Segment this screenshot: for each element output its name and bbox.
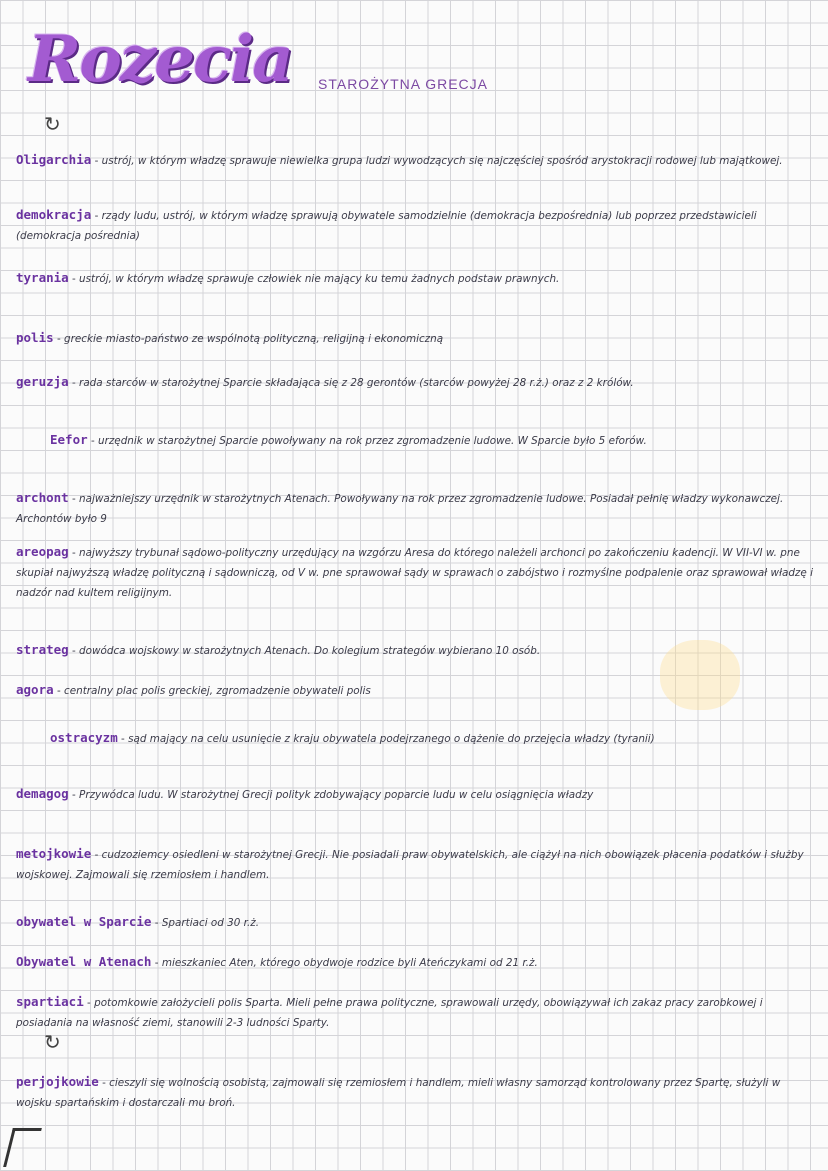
definition-text: greckie miasto-państwo ze wspólnotą polityczną, religijną i ekonomiczną xyxy=(64,333,444,345)
arrow-mark-icon: ↻ xyxy=(44,1030,61,1054)
definition-entry: perjojkowie - cieszyli się wolnością osobistą, zajmowali się rzemiosłem i handlem, mieli własny samorząd kontrolowany przez Spartę, służyli w wojsku spartańskim i dostarczali mu broń. xyxy=(16,1074,781,1109)
page-title: Rozecia xyxy=(28,22,292,97)
definition-entry: areopag - najwyższy trybunał sądowo-polityczny urzędujący na wzgórzu Aresa do którego należeli archonci po zakończeniu kadencji. W VII-VI w. pne skupiał najwyższą władzę polityczną i sądowniczą, od V w. pne sprawował sądy w sprawach o zabójstwo i rozmyślne podpalenie oraz sprawował władzę i nadzór nad kultem religijnym. xyxy=(16,544,813,599)
definition-term: Obywatel w Atenach xyxy=(16,954,152,969)
definition-entry: polis - greckie miasto-państwo ze wspólnotą polityczną, religijną i ekonomiczną xyxy=(16,330,444,345)
definition-text: rada starców w starożytnej Sparcie składająca się z 28 gerontów (starców powyżej 28 r.ż.) oraz z 2 królów. xyxy=(79,377,634,389)
definition-text: Przywódca ludu. W starożytnej Grecji polityk zdobywający poparcie ludu w celu osiągnięcia władzy xyxy=(79,789,594,801)
definition-text: cieszyli się wolnością osobistą, zajmowali się rzemiosłem i handlem, mieli własny samorząd kontrolowany przez Spartę, służyli w wojsku spartańskim i dostarczali mu broń. xyxy=(16,1077,781,1109)
definition-term: metojkowie xyxy=(16,846,92,861)
definition-entry: ostracyzm - sąd mający na celu usunięcie z kraju obywatela podejrzanego o dążenie do przejęcia władzy (tyranii) xyxy=(50,730,655,745)
definition-entry: tyrania - ustrój, w którym władzę sprawuje człowiek nie mający ku temu żadnych podstaw prawnych. xyxy=(16,270,560,285)
definition-text: sąd mający na celu usunięcie z kraju obywatela podejrzanego o dążenie do przejęcia władzy (tyranii) xyxy=(128,733,655,745)
definition-term: areopag xyxy=(16,544,69,559)
page-subtitle: STAROŻYTNA GRECJA xyxy=(318,76,488,92)
definition-text: ustrój, w którym władzę sprawuje człowiek nie mający ku temu żadnych podstaw prawnych. xyxy=(79,273,560,285)
definition-text: najważniejszy urzędnik w starożytnych Atenach. Powoływany na rok przez zgromadzenie ludowe. Posiadał pełnię władzy wykonawczej. Archontów było 9 xyxy=(16,493,784,525)
definition-entry: archont - najważniejszy urzędnik w starożytnych Atenach. Powoływany na rok przez zgromadzenie ludowe. Posiadał pełnię władzy wykonawczej. Archontów było 9 xyxy=(16,490,784,525)
definition-text: rządy ludu, ustrój, w którym władzę sprawują obywatele samodzielnie (demokracja bezpośrednia) lub poprzez przedstawicieli (demokracja pośrednia) xyxy=(16,210,757,242)
definition-text: najwyższy trybunał sądowo-polityczny urzędujący na wzgórzu Aresa do którego należeli archonci po zakończeniu kadencji. W VII-VI w. pne skupiał najwyższą władzę polityczną i sądowniczą, od V w. pne sprawował sądy w sprawach o zabójstwo i rozmyślne podpalenie oraz sprawował władzę i nadzór nad kultem religijnym. xyxy=(16,547,813,599)
corner-mark xyxy=(3,1128,42,1167)
definition-term: Oligarchia xyxy=(16,152,92,167)
definition-text: urzędnik w starożytnej Sparcie powoływany na rok przez zgromadzenie ludowe. W Sparcie było 5 eforów. xyxy=(98,435,647,447)
definition-entry: metojkowie - cudzoziemcy osiedleni w starożytnej Grecji. Nie posiadali praw obywatelskich, ale ciążył na nich obowiązek płacenia podatków i służby wojskowej. Zajmowali się rzemiosłem i handlem. xyxy=(16,846,804,881)
definition-term: obywatel w Sparcie xyxy=(16,914,152,929)
definition-term: polis xyxy=(16,330,54,345)
definition-term: archont xyxy=(16,490,69,505)
definition-text: centralny plac polis greckiej, zgromadzenie obywateli polis xyxy=(64,685,371,697)
definition-term: strateg xyxy=(16,642,69,657)
definition-entry: Eefor - urzędnik w starożytnej Sparcie powoływany na rok przez zgromadzenie ludowe. W Sparcie było 5 eforów. xyxy=(50,432,647,447)
definition-entry: geruzja - rada starców w starożytnej Sparcie składająca się z 28 gerontów (starców powyżej 28 r.ż.) oraz z 2 królów. xyxy=(16,374,634,389)
arrow-mark-icon: ↻ xyxy=(44,112,61,136)
definition-entry: agora - centralny plac polis greckiej, zgromadzenie obywateli polis xyxy=(16,682,371,697)
definition-text: Spartiaci od 30 r.ż. xyxy=(161,917,260,929)
definition-term: spartiaci xyxy=(16,994,84,1009)
definition-term: demagog xyxy=(16,786,69,801)
definition-term: demokracja xyxy=(16,207,92,222)
definition-entry: spartiaci - potomkowie założycieli polis Sparta. Mieli pełne prawa polityczne, sprawowali urzędy, obowiązywał ich zakaz pracy zarobkowej i posiadania na własność ziemi, stanowili 2-3 ludności Sparty. xyxy=(16,994,763,1029)
definition-term: agora xyxy=(16,682,54,697)
definition-entry: obywatel w Sparcie - Spartiaci od 30 r.ż. xyxy=(16,914,260,929)
definition-text: mieszkaniec Aten, którego obydwoje rodzice byli Ateńczykami od 21 r.ż. xyxy=(161,957,538,969)
definition-term: ostracyzm xyxy=(50,730,118,745)
definition-term: geruzja xyxy=(16,374,69,389)
definition-term: perjojkowie xyxy=(16,1074,99,1089)
definition-entry: demagog - Przywódca ludu. W starożytnej Grecji polityk zdobywający poparcie ludu w celu osiągnięcia władzy xyxy=(16,786,594,801)
definition-term: tyrania xyxy=(16,270,69,285)
definition-text: cudzoziemcy osiedleni w starożytnej Grecji. Nie posiadali praw obywatelskich, ale ciążył na nich obowiązek płacenia podatków i służby wojskowej. Zajmowali się rzemiosłem i handlem. xyxy=(16,849,804,881)
definition-text: dowódca wojskowy w starożytnych Atenach. Do kolegium strategów wybierano 10 osób. xyxy=(79,645,541,657)
definition-entry: Obywatel w Atenach - mieszkaniec Aten, którego obydwoje rodzice byli Ateńczykami od 21 r.ż. xyxy=(16,954,538,969)
definition-entry: demokracja - rządy ludu, ustrój, w którym władzę sprawują obywatele samodzielnie (demokracja bezpośrednia) lub poprzez przedstawicieli (demokracja pośrednia) xyxy=(16,207,757,242)
definition-entry: Oligarchia - ustrój, w którym władzę sprawuje niewielka grupa ludzi wywodzących się najczęściej spośród arystokracji rodowej lub majątkowej. xyxy=(16,152,783,167)
definition-entry: strateg - dowódca wojskowy w starożytnych Atenach. Do kolegium strategów wybierano 10 osób. xyxy=(16,642,541,657)
definition-term: Eefor xyxy=(50,432,88,447)
definition-text: ustrój, w którym władzę sprawuje niewielka grupa ludzi wywodzących się najczęściej spośród arystokracji rodowej lub majątkowej. xyxy=(101,155,783,167)
definition-text: potomkowie założycieli polis Sparta. Mieli pełne prawa polityczne, sprawowali urzędy, obowiązywał ich zakaz pracy zarobkowej i posiadania na własność ziemi, stanowili 2-3 ludności Sparty. xyxy=(16,997,763,1029)
